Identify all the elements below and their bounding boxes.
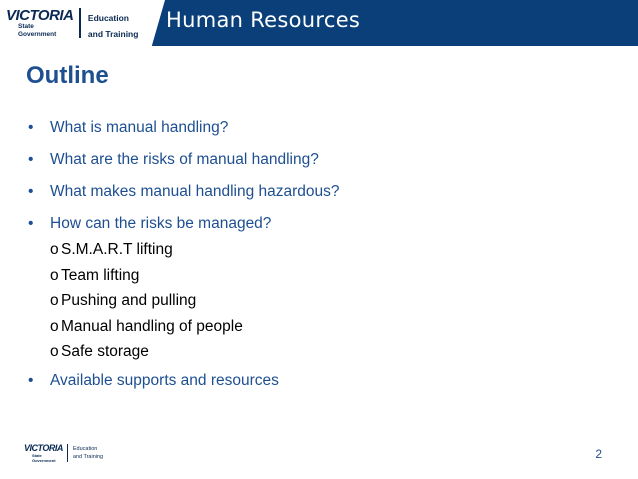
logo-dept-line2: and Training xyxy=(87,28,139,39)
sub-item-text: Safe storage xyxy=(61,343,149,360)
victoria-government-logo xyxy=(6,8,138,40)
bullet-marker: • xyxy=(28,119,34,136)
footer-logo-sub-line1: State xyxy=(32,453,42,458)
logo-sub-line1: State xyxy=(18,23,34,30)
header-title: Human Resources xyxy=(166,8,361,32)
footer-logo-wordmark-block xyxy=(24,444,63,463)
outline-item xyxy=(26,182,340,201)
sub-item xyxy=(50,339,340,365)
bullet-marker: • xyxy=(28,183,34,200)
sub-item-text: Pushing and pulling xyxy=(61,292,197,309)
sub-bullet-marker: o xyxy=(50,266,59,284)
outline-item-text: What are the risks of manual handling? xyxy=(50,151,319,168)
sub-item xyxy=(50,314,340,340)
logo-sub-line2: Government xyxy=(18,30,57,38)
logo-wordmark: VICTORIA xyxy=(6,7,74,24)
sub-item xyxy=(50,263,340,289)
outline-list xyxy=(26,118,340,403)
outline-item xyxy=(26,214,340,365)
sub-list xyxy=(50,237,340,365)
slide-title: Outline xyxy=(26,62,109,89)
footer-logo-sub-line2: Government xyxy=(32,458,56,464)
bullet-marker: • xyxy=(28,151,34,168)
footer-logo-dept-line2: and Training xyxy=(72,454,104,461)
logo-divider xyxy=(79,8,81,38)
outline-item-text: How can the risks be managed? xyxy=(50,215,272,232)
sub-item-text: S.M.A.R.T lifting xyxy=(61,241,173,258)
sub-item xyxy=(50,237,340,263)
logo-department xyxy=(88,8,139,40)
outline-item xyxy=(26,118,340,137)
sub-item-text: Manual handling of people xyxy=(61,317,243,335)
logo-dept-line1: Education xyxy=(87,13,129,23)
bullet-marker: • xyxy=(28,371,34,389)
outline-item-text: Available supports and resources xyxy=(50,371,279,389)
footer-logo-department xyxy=(73,444,103,461)
sub-bullet-marker: o xyxy=(50,241,59,258)
bullet-marker: • xyxy=(28,215,34,232)
sub-item xyxy=(50,288,340,314)
outline-item-text: What is manual handling? xyxy=(50,119,229,136)
page-number: 2 xyxy=(595,447,602,461)
sub-item-text: Team lifting xyxy=(61,266,140,284)
footer-logo-wordmark: VICTORIA xyxy=(24,443,63,453)
footer-logo-dept-line1: Education xyxy=(72,446,98,452)
outline-item xyxy=(26,371,340,390)
outline-item xyxy=(26,150,340,169)
footer-logo xyxy=(24,444,103,463)
sub-bullet-marker: o xyxy=(50,292,59,309)
sub-bullet-marker: o xyxy=(50,317,59,335)
sub-bullet-marker: o xyxy=(50,343,59,360)
outline-item-text: What makes manual handling hazardous? xyxy=(50,183,340,200)
logo-wordmark-block xyxy=(6,8,73,39)
header-bar xyxy=(0,0,638,46)
footer-logo-divider xyxy=(67,444,68,462)
